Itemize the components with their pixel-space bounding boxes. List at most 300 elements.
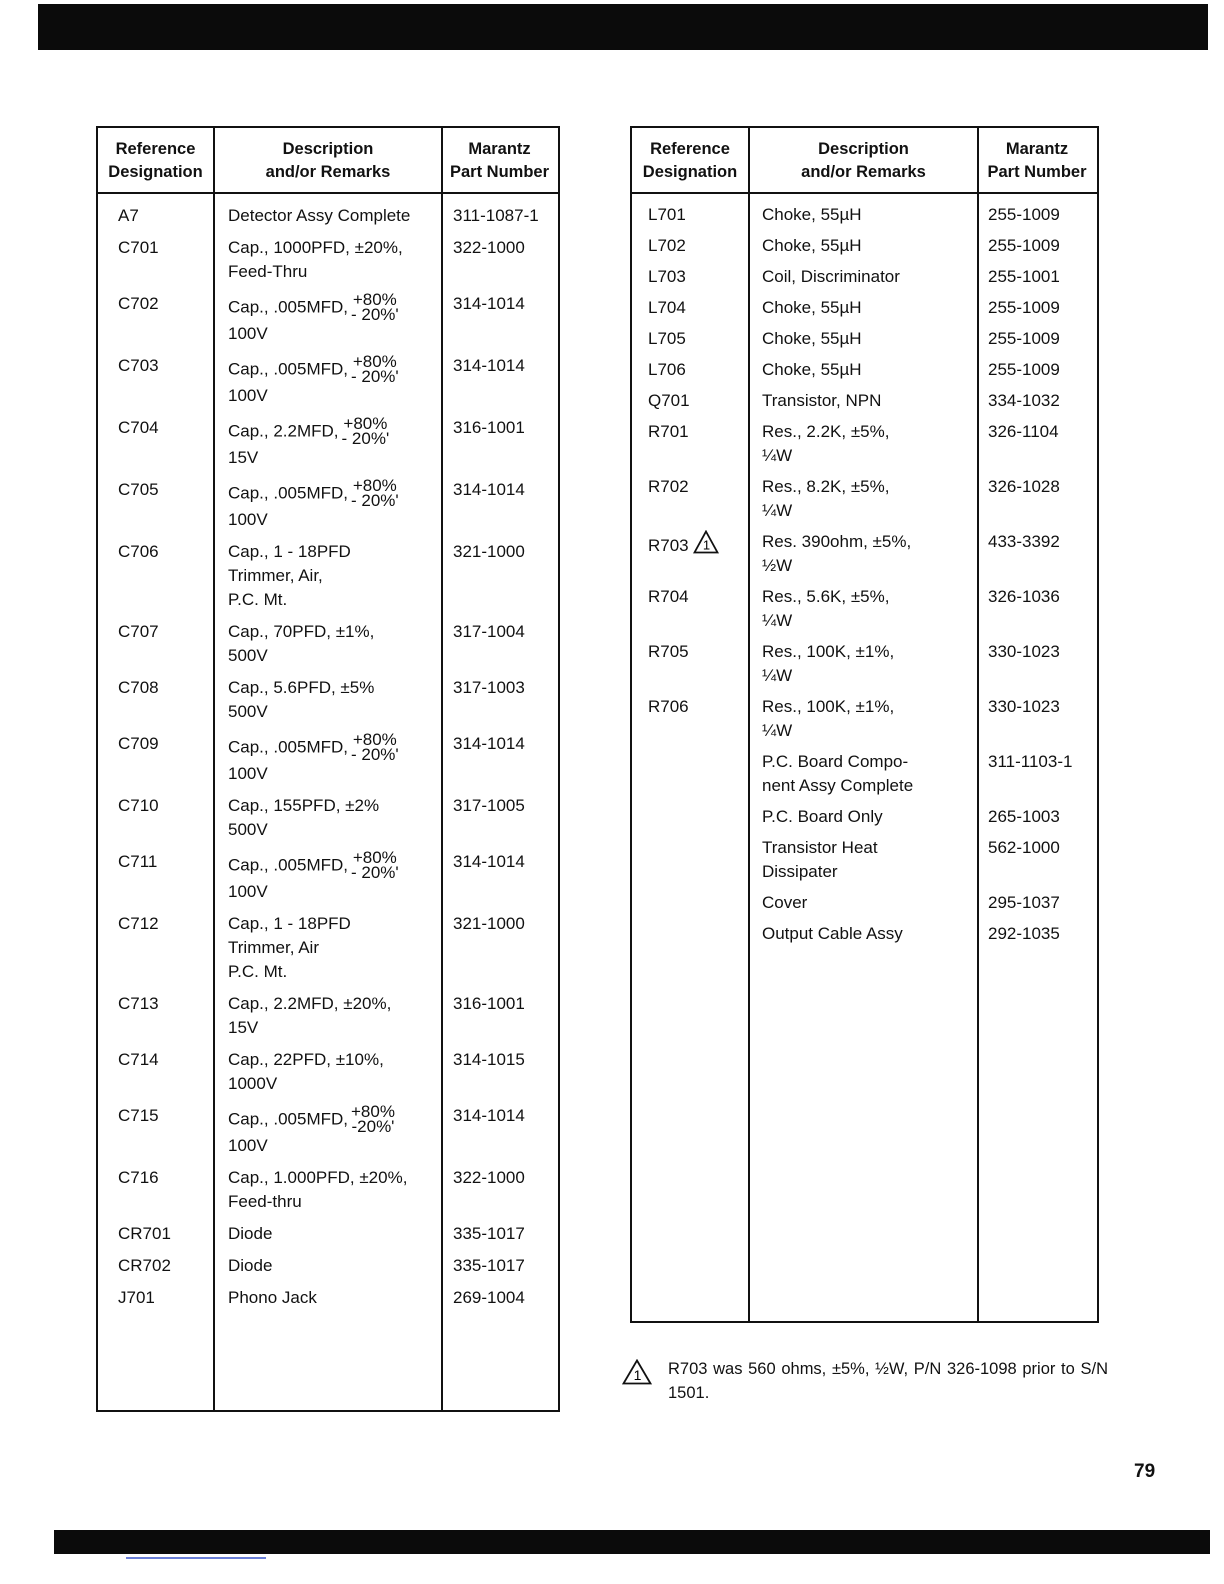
description-text: Choke, 55µH bbox=[762, 360, 862, 379]
description-text: Transistor, NPN bbox=[762, 391, 882, 410]
reference-designation bbox=[118, 1286, 155, 1310]
reference-text: C713 bbox=[118, 994, 159, 1013]
reference-designation bbox=[118, 794, 159, 818]
description-line bbox=[762, 609, 889, 633]
reference-designation bbox=[648, 358, 686, 382]
description-line bbox=[228, 732, 399, 762]
reference-designation bbox=[118, 292, 159, 316]
description-text: 100V bbox=[228, 1136, 268, 1155]
header-reference-designation: Reference Designation bbox=[642, 140, 738, 181]
tolerance-plus: +80% bbox=[352, 730, 397, 749]
description-line bbox=[762, 750, 913, 774]
description-line bbox=[228, 1048, 384, 1072]
reference-designation bbox=[118, 1048, 159, 1072]
reference-text: L702 bbox=[648, 236, 686, 255]
header-description-remarks: Description and/or Remarks bbox=[265, 140, 391, 181]
description-line bbox=[762, 389, 881, 413]
description bbox=[228, 236, 403, 284]
description bbox=[762, 530, 911, 578]
description-text: Choke, 55µH bbox=[762, 205, 862, 224]
part-number: 295-1037 bbox=[988, 893, 1060, 912]
description-text: ¼W bbox=[762, 501, 793, 520]
tolerance-minus: -20%' bbox=[351, 1117, 395, 1136]
description bbox=[228, 292, 399, 346]
description-text: P.C. Mt. bbox=[228, 590, 288, 609]
footnote-mark-number: 1 bbox=[633, 1367, 642, 1383]
description-text: Res., 100K, ±1%, bbox=[762, 697, 895, 716]
tolerance-plus: +80% bbox=[352, 290, 397, 309]
part-number: 433-3392 bbox=[988, 532, 1060, 551]
part-number: 255-1009 bbox=[988, 298, 1060, 317]
description-line bbox=[228, 1166, 407, 1190]
description-text: Cap., .005MFD, bbox=[228, 737, 348, 757]
description-text: Cap., .005MFD, bbox=[228, 297, 348, 317]
column-divider bbox=[748, 128, 750, 1321]
description-text: Res., 100K, ±1%, bbox=[762, 642, 895, 661]
description bbox=[762, 234, 862, 258]
reference-text: C711 bbox=[118, 852, 158, 871]
reference-text: C702 bbox=[118, 294, 159, 313]
description-line bbox=[762, 420, 889, 444]
part-number: 326-1036 bbox=[988, 587, 1060, 606]
part-number: 317-1004 bbox=[453, 622, 525, 641]
description-text: Cap., 1 - 18PFD bbox=[228, 542, 351, 561]
description-line bbox=[228, 1072, 384, 1096]
description-text: Diode bbox=[228, 1256, 273, 1275]
reference-designation bbox=[648, 234, 686, 258]
part-number: 255-1009 bbox=[988, 329, 1060, 348]
description-line bbox=[762, 922, 903, 946]
description-line bbox=[228, 992, 391, 1016]
top-black-bar bbox=[38, 4, 1208, 50]
description-line bbox=[228, 508, 399, 532]
description-text: Dissipater bbox=[762, 862, 838, 881]
part-number: 311-1103-1 bbox=[988, 752, 1073, 771]
reference-text: R705 bbox=[648, 642, 689, 661]
reference-designation bbox=[118, 912, 159, 936]
part-number: 562-1000 bbox=[988, 838, 1060, 857]
description-line bbox=[228, 936, 351, 960]
description-text: ¼W bbox=[762, 721, 793, 740]
description bbox=[762, 891, 807, 915]
description-text: ½W bbox=[762, 556, 793, 575]
description-text: Cap., 70PFD, ±1%, bbox=[228, 622, 375, 641]
tolerance bbox=[351, 478, 399, 508]
description-line bbox=[762, 327, 862, 351]
reference-designation bbox=[118, 676, 159, 700]
reference-text: C703 bbox=[118, 356, 159, 375]
description-line bbox=[762, 499, 889, 523]
reference-designation bbox=[648, 695, 689, 719]
description bbox=[762, 805, 883, 829]
description-text: 500V bbox=[228, 646, 268, 665]
part-number: 265-1003 bbox=[988, 807, 1060, 826]
part-number: 335-1017 bbox=[453, 1256, 525, 1275]
description-line bbox=[228, 818, 379, 842]
reference-designation bbox=[648, 327, 686, 351]
reference-designation bbox=[648, 296, 686, 320]
reference-text: C708 bbox=[118, 678, 159, 697]
description-text: 1000V bbox=[228, 1074, 278, 1093]
description-line bbox=[228, 384, 399, 408]
tolerance-plus: +80% bbox=[352, 476, 397, 495]
description-line bbox=[228, 1190, 407, 1214]
description-line bbox=[762, 530, 911, 554]
tolerance-minus: - 20%' bbox=[351, 491, 399, 510]
part-number: 317-1005 bbox=[453, 796, 525, 815]
description bbox=[228, 732, 399, 786]
tolerance bbox=[342, 416, 390, 446]
part-number: 316-1001 bbox=[453, 994, 525, 1013]
description bbox=[228, 416, 389, 470]
description-text: Cap., 2.2MFD, ±20%, bbox=[228, 994, 392, 1013]
part-number: 321-1000 bbox=[453, 914, 525, 933]
description-line bbox=[228, 540, 351, 564]
description bbox=[762, 203, 862, 227]
revision-mark-number: 1 bbox=[702, 537, 710, 553]
part-number: 269-1004 bbox=[453, 1288, 525, 1307]
description-text: 500V bbox=[228, 820, 268, 839]
description-line bbox=[762, 444, 889, 468]
part-number: 322-1000 bbox=[453, 238, 525, 257]
description-text: Choke, 55µH bbox=[762, 298, 862, 317]
tolerance bbox=[351, 732, 399, 762]
description-line bbox=[762, 554, 911, 578]
reference-designation bbox=[118, 204, 139, 228]
warning-triangle-icon bbox=[693, 530, 719, 561]
reference-text: C704 bbox=[118, 418, 159, 437]
description-text: 100V bbox=[228, 764, 268, 783]
part-number: 255-1009 bbox=[988, 205, 1060, 224]
link-underline bbox=[126, 1557, 266, 1559]
description-text: Feed-Thru bbox=[228, 262, 308, 281]
tolerance bbox=[351, 1104, 395, 1134]
description-text: Cap., .005MFD, bbox=[228, 1109, 348, 1129]
reference-designation bbox=[118, 992, 159, 1016]
description-line bbox=[228, 762, 399, 786]
tolerance-minus: - 20%' bbox=[351, 863, 399, 882]
description-text: Res., 2.2K, ±5%, bbox=[762, 422, 890, 441]
part-number: 330-1023 bbox=[988, 697, 1060, 716]
description-text: Coil, Discriminator bbox=[762, 267, 900, 286]
reference-designation bbox=[648, 420, 689, 444]
description-text: 100V bbox=[228, 324, 268, 343]
column-divider bbox=[441, 128, 443, 1410]
description-line bbox=[228, 700, 374, 724]
description-text: 15V bbox=[228, 1018, 259, 1037]
description bbox=[228, 478, 399, 532]
reference-text: C716 bbox=[118, 1168, 159, 1187]
description-line bbox=[762, 860, 878, 884]
description-line bbox=[228, 794, 379, 818]
reference-text: R702 bbox=[648, 477, 689, 496]
header-marantz-part-number: Marantz Part Number bbox=[987, 140, 1087, 181]
description-text: Cap., .005MFD, bbox=[228, 359, 348, 379]
tolerance-minus: - 20%' bbox=[351, 745, 399, 764]
part-number: 322-1000 bbox=[453, 1168, 525, 1187]
description bbox=[228, 912, 351, 984]
description bbox=[228, 992, 391, 1040]
reference-designation bbox=[648, 585, 689, 609]
reference-designation bbox=[118, 620, 159, 644]
reference-designation bbox=[118, 354, 159, 378]
description-line bbox=[762, 836, 878, 860]
tolerance-plus: +80% bbox=[343, 414, 388, 433]
part-number: 321-1000 bbox=[453, 542, 525, 561]
description bbox=[228, 620, 374, 668]
part-number: 292-1035 bbox=[988, 924, 1060, 943]
reference-text: C707 bbox=[118, 622, 159, 641]
tolerance bbox=[351, 354, 399, 384]
reference-designation bbox=[118, 540, 159, 564]
description-line bbox=[228, 478, 399, 508]
reference-text: R704 bbox=[648, 587, 689, 606]
right-parts-table bbox=[630, 126, 1099, 1323]
description-line bbox=[228, 880, 399, 904]
reference-designation bbox=[118, 236, 159, 260]
description-text: 100V bbox=[228, 510, 268, 529]
description bbox=[762, 420, 889, 468]
description-text: Cap., 1000PFD, ±20%, bbox=[228, 238, 403, 257]
description bbox=[228, 850, 399, 904]
description bbox=[228, 1048, 384, 1096]
description bbox=[228, 1222, 272, 1246]
part-number: 317-1003 bbox=[453, 678, 525, 697]
description-text: Phono Jack bbox=[228, 1288, 317, 1307]
reference-text: C701 bbox=[118, 238, 159, 257]
left-parts-table bbox=[96, 126, 560, 1412]
description bbox=[228, 794, 379, 842]
description-text: 500V bbox=[228, 702, 268, 721]
description-line bbox=[762, 296, 862, 320]
description bbox=[762, 389, 881, 413]
description-line bbox=[228, 416, 389, 446]
description-text: Cap., 5.6PFD, ±5% bbox=[228, 678, 375, 697]
header-description-remarks: Description and/or Remarks bbox=[801, 140, 926, 181]
part-number: 334-1032 bbox=[988, 391, 1060, 410]
description-line bbox=[228, 1254, 272, 1278]
reference-text: CR702 bbox=[118, 1256, 171, 1275]
description-line bbox=[228, 322, 399, 346]
reference-designation bbox=[648, 475, 689, 499]
description-line bbox=[228, 960, 351, 984]
part-number: 314-1014 bbox=[453, 1106, 525, 1125]
part-number: 335-1017 bbox=[453, 1224, 525, 1243]
description bbox=[762, 695, 894, 743]
description-line bbox=[228, 204, 410, 228]
description-line bbox=[228, 292, 399, 322]
description-text: ¼W bbox=[762, 666, 793, 685]
header-marantz-part-number: Marantz Part Number bbox=[449, 140, 550, 181]
header-rule bbox=[632, 192, 1097, 194]
description-text: Cap., 22PFD, ±10%, bbox=[228, 1050, 384, 1069]
reference-text: C709 bbox=[118, 734, 159, 753]
tolerance-plus: +80% bbox=[352, 848, 397, 867]
description-text: 15V bbox=[228, 448, 259, 467]
part-number: 326-1028 bbox=[988, 477, 1060, 496]
description-line bbox=[762, 585, 889, 609]
header-reference-designation: Reference Designation bbox=[108, 140, 203, 181]
column-divider bbox=[213, 128, 215, 1410]
part-number: 255-1009 bbox=[988, 360, 1060, 379]
description-text: Cover bbox=[762, 893, 808, 912]
description-text: ¼W bbox=[762, 611, 793, 630]
reference-designation bbox=[118, 1254, 171, 1278]
description bbox=[762, 640, 894, 688]
description-line bbox=[228, 1134, 395, 1158]
description-line bbox=[762, 664, 894, 688]
description-line bbox=[228, 644, 374, 668]
description-line bbox=[228, 676, 374, 700]
reference-text: L705 bbox=[648, 329, 686, 348]
reference-text: C705 bbox=[118, 480, 159, 499]
description-text: Choke, 55µH bbox=[762, 236, 862, 255]
description bbox=[762, 296, 862, 320]
part-number: 316-1001 bbox=[453, 418, 525, 437]
description-line bbox=[228, 1286, 317, 1310]
reference-designation bbox=[648, 389, 690, 413]
description-text: Choke, 55µH bbox=[762, 329, 862, 348]
reference-text: L701 bbox=[648, 205, 686, 224]
description bbox=[228, 540, 351, 612]
description-text: Output Cable Assy bbox=[762, 924, 903, 943]
description bbox=[762, 585, 889, 633]
reference-text: L706 bbox=[648, 360, 686, 379]
description-text: P.C. Board Compo- bbox=[762, 752, 909, 771]
part-number: 314-1014 bbox=[453, 356, 525, 375]
reference-text: Q701 bbox=[648, 391, 690, 410]
reference-text: C715 bbox=[118, 1106, 159, 1125]
description-text: P.C. Board Only bbox=[762, 807, 883, 826]
description-line bbox=[228, 260, 403, 284]
description-line bbox=[762, 358, 862, 382]
description-text: Cap., 1 - 18PFD bbox=[228, 914, 351, 933]
description bbox=[762, 836, 878, 884]
part-number: 255-1009 bbox=[988, 236, 1060, 255]
description bbox=[228, 1286, 317, 1310]
footnote-text: R703 was 560 ohms, ±5%, ½W, P/N 326-1098 prior to S/N 1501. bbox=[668, 1360, 1108, 1402]
reference-text: C710 bbox=[118, 796, 159, 815]
reference-text: A7 bbox=[118, 206, 139, 225]
description bbox=[228, 676, 374, 724]
description bbox=[228, 1104, 395, 1158]
description-line bbox=[228, 354, 399, 384]
description bbox=[762, 327, 862, 351]
reference-designation bbox=[648, 530, 719, 561]
bottom-black-bar bbox=[54, 1530, 1210, 1554]
description-line bbox=[228, 588, 351, 612]
description-text: ¼W bbox=[762, 446, 793, 465]
part-number: 314-1014 bbox=[453, 734, 525, 753]
description-text: Res., 8.2K, ±5%, bbox=[762, 477, 890, 496]
column-divider bbox=[977, 128, 979, 1321]
tolerance-minus: - 20%' bbox=[341, 429, 390, 448]
description bbox=[762, 750, 913, 798]
description-line bbox=[228, 564, 351, 588]
description-line bbox=[762, 805, 883, 829]
reference-text: R703 bbox=[648, 536, 689, 555]
description bbox=[762, 922, 903, 946]
description-text: Cap., 155PFD, ±2% bbox=[228, 796, 380, 815]
reference-designation bbox=[118, 416, 159, 440]
description-text: Trimmer, Air bbox=[228, 938, 319, 957]
reference-text: R701 bbox=[648, 422, 689, 441]
description-text: nent Assy Complete bbox=[762, 776, 914, 795]
description-line bbox=[228, 1016, 391, 1040]
description bbox=[762, 475, 889, 523]
description-line bbox=[228, 912, 351, 936]
part-number: 326-1104 bbox=[988, 422, 1059, 441]
description-line bbox=[762, 265, 900, 289]
tolerance-plus: +80% bbox=[352, 352, 397, 371]
reference-text: J701 bbox=[118, 1288, 155, 1307]
description-line bbox=[762, 695, 894, 719]
description-text: 100V bbox=[228, 386, 268, 405]
part-number: 311-1087-1 bbox=[453, 206, 539, 225]
description-text: Cap., 1.000PFD, ±20%, bbox=[228, 1168, 408, 1187]
header-rule bbox=[98, 192, 558, 194]
description-text: Diode bbox=[228, 1224, 273, 1243]
description bbox=[762, 358, 862, 382]
reference-designation bbox=[648, 265, 686, 289]
description-text: Trimmer, Air, bbox=[228, 566, 323, 585]
description-line bbox=[762, 891, 807, 915]
reference-designation bbox=[118, 1166, 159, 1190]
description bbox=[228, 1254, 272, 1278]
description-line bbox=[228, 236, 403, 260]
reference-designation bbox=[118, 1222, 171, 1246]
reference-text: C714 bbox=[118, 1050, 159, 1069]
tolerance bbox=[351, 292, 399, 322]
description-line bbox=[762, 719, 894, 743]
description-line bbox=[762, 234, 862, 258]
reference-text: L704 bbox=[648, 298, 686, 317]
description bbox=[228, 354, 399, 408]
description bbox=[762, 265, 900, 289]
description-text: Res. 390ohm, ±5%, bbox=[762, 532, 912, 551]
description bbox=[228, 204, 410, 228]
description-text: Cap., .005MFD, bbox=[228, 483, 348, 503]
part-number: 330-1023 bbox=[988, 642, 1060, 661]
description bbox=[228, 1166, 407, 1214]
description-text: P.C. Mt. bbox=[228, 962, 288, 981]
description-line bbox=[228, 850, 399, 880]
description-text: Res., 5.6K, ±5%, bbox=[762, 587, 890, 606]
tolerance-minus: - 20%' bbox=[351, 305, 399, 324]
description-text: Cap., 2.2MFD, bbox=[228, 421, 339, 441]
reference-designation bbox=[648, 640, 689, 664]
part-number: 314-1015 bbox=[453, 1050, 525, 1069]
warning-triangle-icon bbox=[622, 1359, 652, 1392]
description-text: Transistor Heat bbox=[762, 838, 878, 857]
description-line bbox=[228, 1222, 272, 1246]
description-text: Feed-thru bbox=[228, 1192, 302, 1211]
reference-designation bbox=[648, 203, 686, 227]
description-line bbox=[762, 640, 894, 664]
part-number: 314-1014 bbox=[453, 852, 525, 871]
reference-designation bbox=[118, 850, 157, 874]
tolerance bbox=[351, 850, 399, 880]
description-line bbox=[228, 620, 374, 644]
reference-text: L703 bbox=[648, 267, 686, 286]
description-line bbox=[762, 203, 862, 227]
description-line bbox=[228, 1104, 395, 1134]
reference-text: CR701 bbox=[118, 1224, 171, 1243]
description-line bbox=[762, 475, 889, 499]
tolerance-plus: +80% bbox=[351, 1102, 395, 1121]
description-line bbox=[228, 446, 389, 470]
reference-designation bbox=[118, 732, 159, 756]
